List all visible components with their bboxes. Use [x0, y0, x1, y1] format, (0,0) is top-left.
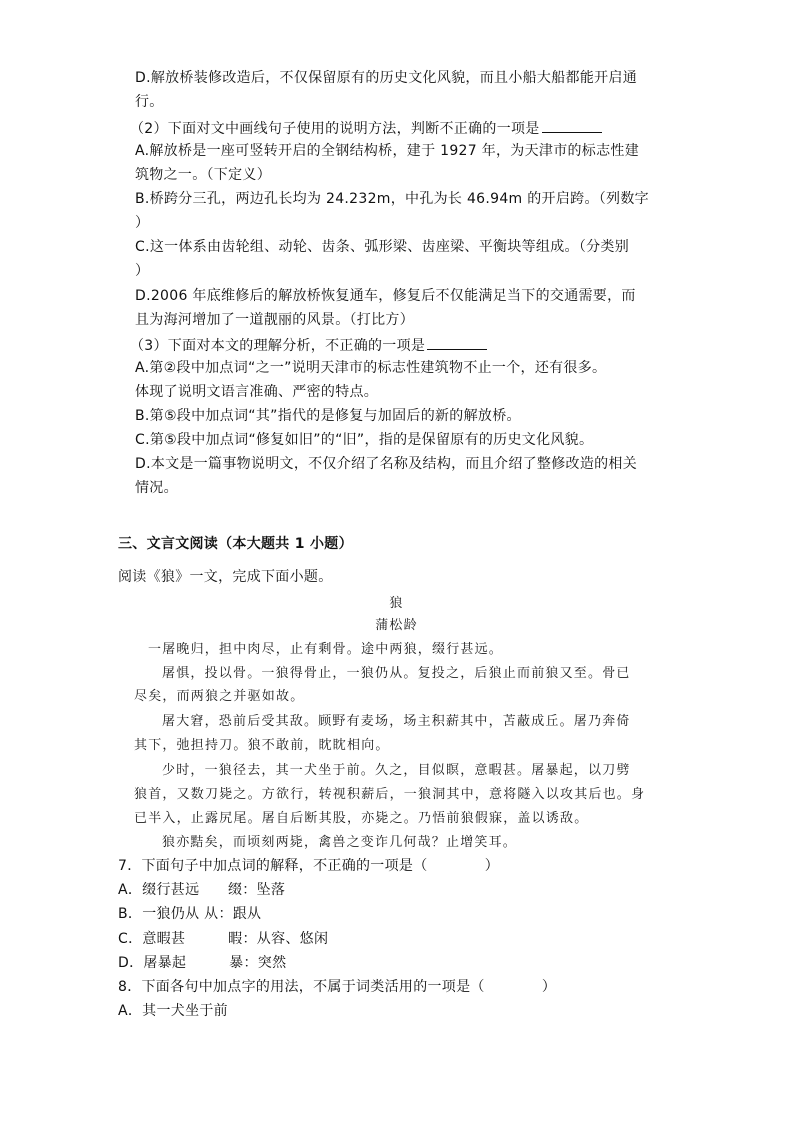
- poem-paragraph-2-line1: 屠惧，投以骨。一狼得骨止，一狼仍从。复投之，后狼止而前狼又至。骨已: [162, 666, 631, 681]
- q2-stem-text: （2）下面对文中画线句子使用的说明方法，判断不正确的一项是: [130, 121, 540, 137]
- q7-option-c: C．意暇甚 暇：从容、悠闲: [118, 931, 329, 947]
- q3-option-a-line1: A.第②段中加点词“之一”说明天津市的标志性建筑物不止一个，还有很多。: [135, 360, 607, 376]
- q3-option-d-line1: D.本文是一篇事物说明文，不仅介绍了名称及结构，而且介绍了整修改造的相关: [135, 456, 638, 472]
- q2-option-c-line1: C.这一体系由齿轮组、动轮、齿条、弧形梁、齿座梁、平衡块等组成。（分类别: [135, 239, 630, 255]
- option-d-line1: D.解放桥装修改造后，不仅保留原有的历史文化风貌，而且小船大船都能开启通: [135, 70, 638, 86]
- q3-option-c: C.第⑤段中加点词“修复如旧”的“旧”，指的是保留原有的历史文化风貌。: [135, 432, 594, 448]
- poem-paragraph-3-line1: 屠大窘，恐前后受其敌。顾野有麦场，场主积薪其中，苫蔽成丘。屠乃奔倚: [162, 714, 631, 729]
- poem-paragraph-4-line3: 已半入，止露尻尾。屠自后断其股，亦毙之。乃悟前狼假寐，盖以诱敌。: [134, 811, 589, 826]
- poem-paragraph-4-line1: 少时，一狼径去，其一犬坐于前。久之，目似瞑，意暇甚。屠暴起，以刀劈: [162, 763, 631, 778]
- q2-option-a-line1: A.解放桥是一座可竖转开启的全钢结构桥，建于 1927 年，为天津市的标志性建: [135, 143, 640, 159]
- answer-blank: [427, 335, 487, 350]
- q7-stem: 7．下面句子中加点词的解释，不正确的一项是（ ）: [118, 858, 500, 874]
- q2-option-b-line1: B.桥跨分三孔，两边孔长均为 24.232m，中孔为长 46.94m 的开启跨。（列数字: [135, 191, 649, 207]
- poem-paragraph-5: 狼亦黠矣，而顷刻两毙，禽兽之变诈几何哉？止增笑耳。: [162, 835, 518, 850]
- q3-stem: [130, 335, 487, 355]
- q2-option-d-line2: 且为海河增加了一道靓丽的风景。（打比方）: [135, 312, 414, 328]
- poem-author: 蒲松龄: [375, 618, 418, 633]
- q2-option-a-line2: 筑物之一。（下定义）: [135, 167, 271, 183]
- q7-option-d: D．屠暴起 暴：突然: [118, 955, 287, 971]
- poem-paragraph-2-line2: 尽矣，而两狼之并驱如故。: [134, 689, 305, 704]
- q2-option-d-line1: D.2006 年底维修后的解放桥恢复通车，修复后不仅能满足当下的交通需要，而: [135, 288, 636, 304]
- option-d-line2: 行。: [135, 94, 164, 110]
- poem-paragraph-3-line2: 其下，弛担持刀。狼不敢前，眈眈相向。: [134, 738, 390, 753]
- q7-option-b: B．一狼仍从 从：跟从: [118, 906, 262, 922]
- q2-stem: [130, 118, 602, 138]
- q8-option-a: A．其一犬坐于前: [118, 1003, 228, 1019]
- section-intro: 阅读《狼》一文，完成下面小题。: [118, 569, 333, 585]
- q3-option-a-line2: 体现了说明文语言准确、严密的特点。: [135, 384, 379, 400]
- poem-title: 狼: [389, 596, 404, 611]
- answer-blank: [542, 118, 602, 133]
- section-title: 三、文言文阅读（本大题共 1 小题）: [118, 536, 353, 552]
- q7-option-a: A．缀行甚远 缀：坠落: [118, 882, 286, 898]
- poem-paragraph-1: 一屠晚归，担中肉尽，止有剩骨。途中两狼，缀行甚远。: [148, 642, 504, 657]
- q3-option-d-line2: 情况。: [135, 480, 178, 496]
- q8-stem: 8．下面各句中加点字的用法，不属于词类活用的一项是（ ）: [118, 979, 557, 995]
- q3-stem-text: （3）下面对本文的理解分析，不正确的一项是: [130, 338, 426, 354]
- poem-paragraph-4-line2: 狼首，又数刀毙之。方欲行，转视积薪后，一狼洞其中，意将隧入以攻其后也。身: [134, 787, 646, 802]
- q3-option-b: B.第⑤段中加点词“其”指代的是修复与加固后的新的解放桥。: [135, 408, 521, 424]
- q2-option-b-line2: ）: [135, 215, 150, 231]
- q2-option-c-line2: ）: [135, 263, 150, 279]
